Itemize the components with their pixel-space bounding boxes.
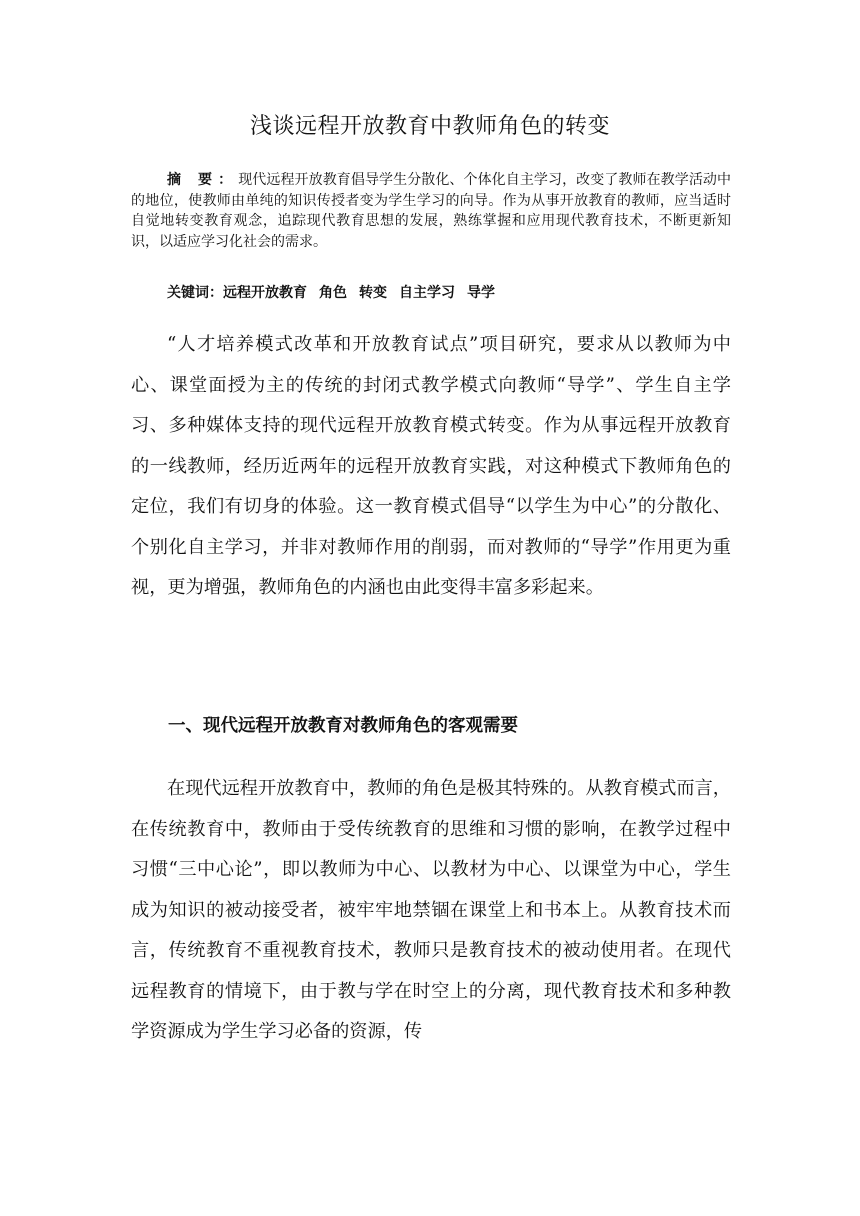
keyword: 导学	[467, 285, 495, 301]
keyword: 角色	[319, 285, 347, 301]
keywords	[167, 283, 507, 303]
keyword: 转变	[359, 285, 387, 301]
keywords-label: 关键词：	[167, 285, 223, 301]
body-paragraph: 在现代远程开放教育中，教师的角色是极其特殊的。从教育模式而言，在传统教育中，教师由于受传统教育的思维和习惯的影响，在教学过程中习惯“三中心论”，即以教师为中心、以教材为中心、以课堂为中心，学生成为知识的被动接受者，被牢牢地禁锢在课堂上和书本上。从教育技术而言，传统教育不重视教育技术，教师只是教育技术的被动使用者。在现代远程教育的情境下，由于教与学在时空上的分离，现代教育技术和多种教学资源成为学生学习必备的资源，传	[131, 778, 731, 1042]
keyword: 远程开放教育	[223, 285, 307, 301]
section-heading: 一、现代远程开放教育对教师角色的客观需要	[168, 716, 518, 736]
abstract-label: 摘 要：	[167, 172, 239, 188]
abstract-text: 现代远程开放教育倡导学生分散化、个体化自主学习，改变了教师在教学活动中的地位，使教师由单纯的知识传授者变为学生学习的向导。作为从事开放教育的教师，应当适时自觉地转变教育观念，追踪现代教育思想的发展，熟练掌握和应用现代教育技术，不断更新知识，以适应学习化社会的需求。	[131, 172, 731, 250]
body-paragraph: “人才培养模式改革和开放教育试点”项目研究，要求从以教师为中心、课堂面授为主的传统的封闭式教学模式向教师“导学”、学生自主学习、多种媒体支持的现代远程开放教育模式转变。作为从事远程开放教育的一线教师，经历近两年的远程开放教育实践，对这种模式下教师角色的定位，我们有切身的体验。这一教育模式倡导“以学生为中心”的分散化、个别化自主学习，并非对教师作用的削弱，而对教师的“导学”作用更为重视，更为增强，教师角色的内涵也由此变得丰富多彩起来。	[131, 334, 731, 598]
document-title: 浅谈远程开放教育中教师角色的转变	[249, 114, 610, 139]
keyword: 自主学习	[399, 285, 455, 301]
abstract	[131, 170, 731, 252]
